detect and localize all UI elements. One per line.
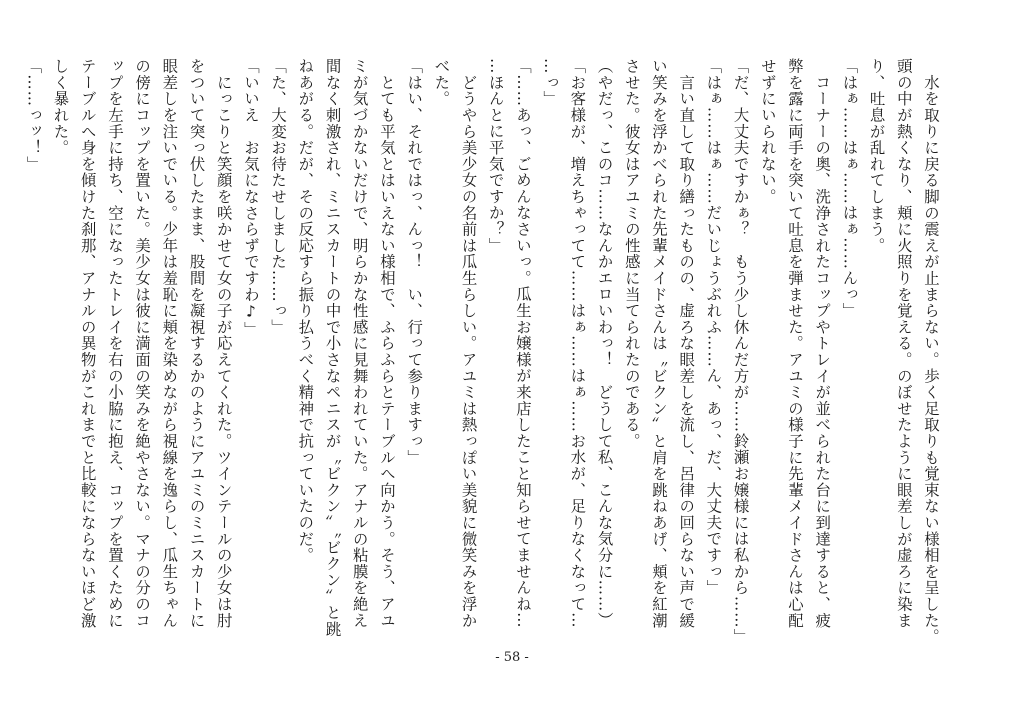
text-line: 「はぁ……はぁ……だいじょうぶれふ……ん、あっ、だ、大丈夫ですっ」 [704, 58, 723, 596]
text-line: とても平気とはいえない様相で、ふらふらとテーブルへ向かう。そう、アユ [377, 58, 396, 629]
text-line: 「……っッ！」 [24, 58, 43, 173]
text-line: い笑みを浮かべられた先輩メイドさんは〝ビクン〟と肩を跳ねあげ、頬を紅潮 [649, 58, 668, 629]
text-line: 「はぁ……はぁ……はぁ……んっ」 [840, 58, 859, 319]
text-line: ップを左手に持ち、空になったトレイを右の小脇に抱え、コップを置くために [105, 58, 124, 629]
text-line: させた。彼女はアユミの性感に当てられたのである。 [622, 58, 641, 450]
text-line: 間なく刺激され、ミニスカートの中で小さなペニスが〝ビクン〟〝ビクン〟と跳 [323, 58, 342, 638]
text-line: 「お客様が、増えちゃってて……はぁ……はぁ……お水が、足りなくなって… [568, 58, 587, 629]
text-line: ねあがる。だが、その反応すら振り払うべく精神で抗っていたのだ。 [296, 58, 315, 564]
text-line: をついて突っ伏したまま、股間を凝視するかのようにアユミのミニスカートに [187, 58, 206, 629]
text-line: …ほんとに平気ですか？」 [486, 58, 505, 254]
text-line: 眼差しを注いでいる。少年は羞恥に頬を染めながら視線を逸らし、瓜生ちゃん [160, 58, 179, 629]
text-line: 「はい、それではっ、んっ！ い、行って参りますっ」 [405, 58, 424, 466]
text-line: せずにいられない。 [758, 58, 777, 205]
text-line: の傍にコップを置いた。美少女は彼に満面の笑みを絶やさない。マナの分のコ [133, 58, 152, 629]
text-line: 「……あっ、ごめんなさいっ。瓜生お嬢様が来店したこと知らせてませんね… [513, 58, 532, 629]
text-line: コーナーの奥、洗浄されたコップやトレイが並べられた台に到達すると、疲 [813, 58, 832, 629]
vertical-text-block [24, 58, 944, 645]
text-line: 水を取りに戻る脚の震えが止まらない。歩く足取りも覚束ない様相を呈した。 [922, 58, 940, 645]
text-line: 頭の中が熱くなり、頬に火照りを覚える。のぼせたように眼差しが虚ろに染ま [894, 58, 913, 629]
text-line: 「た、大変お待たせしました……っ」 [269, 58, 288, 336]
text-line: 「いいえ お気になさらずですわ♪」 [241, 58, 260, 338]
text-line: テーブルへ身を傾けた刹那、アナルの異物がこれまでと比較にならないほど激 [78, 58, 97, 629]
text-line: べた。 [432, 58, 451, 107]
text-line: しく暴れた。 [51, 58, 70, 156]
text-line: …っ」 [541, 58, 560, 107]
text-line: 弊を露に両手を突いて吐息を弾ませた。アユミの様子に先輩メイドさんは心配 [785, 58, 804, 629]
text-line: にっこりと笑顔を咲かせて女の子が応えてくれた。ツインテールの少女は肘 [214, 58, 233, 629]
text-line: り、吐息が乱れてしまう。 [867, 58, 886, 254]
text-line: 「だ、大丈夫ですかぁ？ もう少し休んだ方が……鈴瀬お嬢様には私から……」 [731, 58, 750, 645]
text-line: 言い直して取り繕ったものの、虚ろな眼差しを流し、呂律の回らない声で緩 [677, 58, 696, 629]
text-line: どうやら美少女の名前は瓜生らしい。アユミは熱っぽい美貌に微笑みを浮か [459, 58, 478, 629]
text-line: （やだっ、このコ……なんかエロいわっ！ どうして私、こんな気分に……） [595, 58, 614, 629]
text-line: ミが気づかないだけで、明らかな性感に見舞われていた。アナルの粘膜を絶え [350, 58, 369, 629]
page-number: - 58 - [495, 650, 529, 665]
